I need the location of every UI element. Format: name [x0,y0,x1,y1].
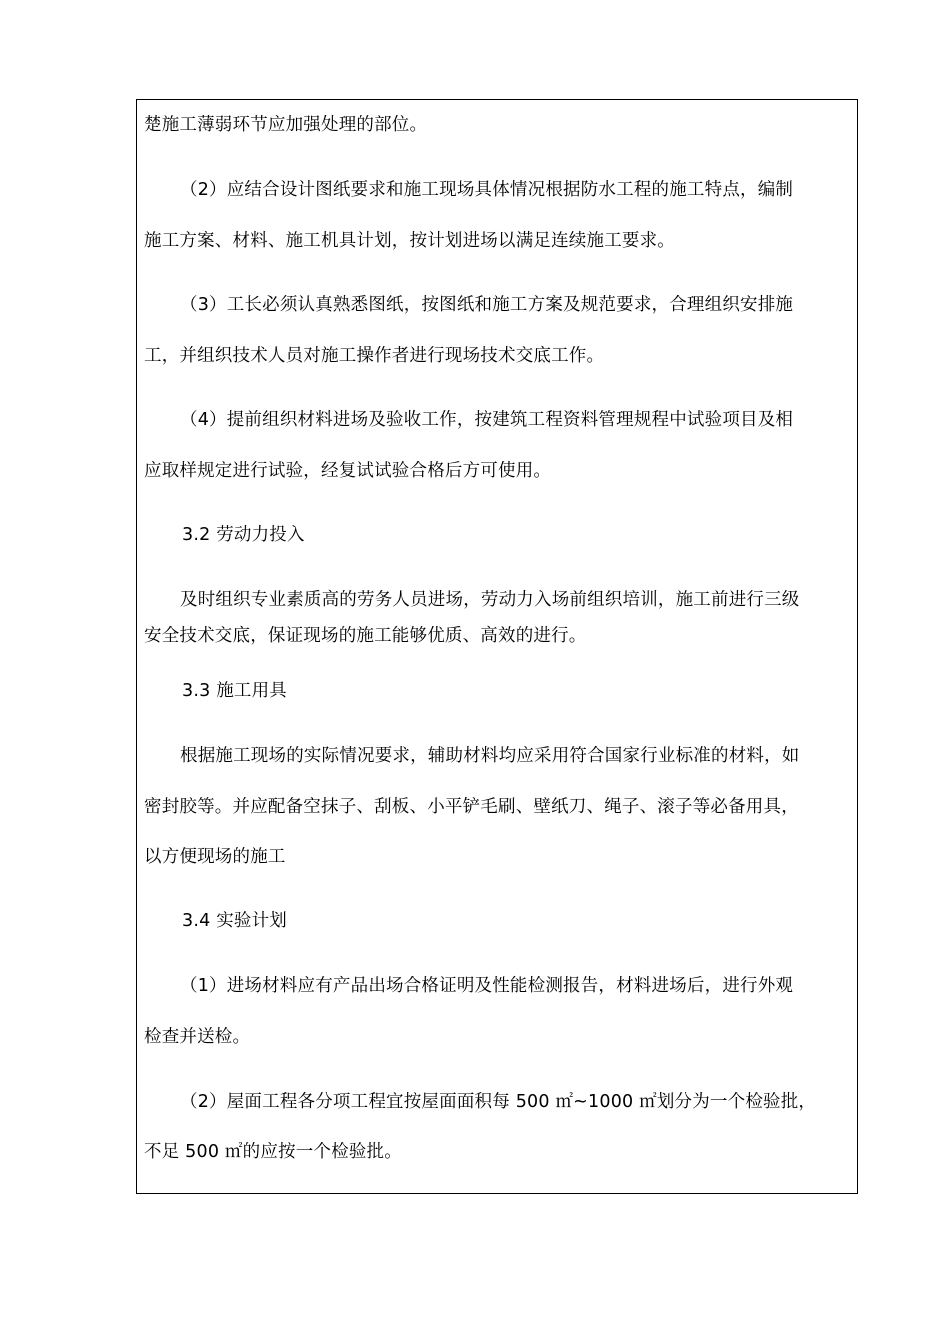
text-line: 以方便现场的施工 [144,847,286,867]
text-line: （1）进场材料应有产品出场合格证明及性能检测报告，材料进场后，进行外观 [180,976,794,996]
text-line: 密封胶等。并应配备空抹子、刮板、小平铲毛刷、壁纸刀、绳子、滚子等必备用具， [144,797,799,817]
text-line: 根据施工现场的实际情况要求，辅助材料均应采用符合国家行业标准的材料，如 [180,746,800,766]
text-line: （3）工长必须认真熟悉图纸，按图纸和施工方案及规范要求，合理组织安排施 [180,295,794,315]
text-line: 安全技术交底，保证现场的施工能够优质、高效的进行。 [144,626,587,646]
text-line: 应取样规定进行试验，经复试试验合格后方可使用。 [144,461,552,481]
text-line: （2）屋面工程各分项工程宜按屋面面积每 500 ㎡~1000 ㎡划分为一个检验批， [180,1092,817,1112]
text-line: 检查并送检。 [144,1027,251,1047]
section-heading: 3.3 施工用具 [182,681,287,701]
text-line: （4）提前组织材料进场及验收工作，按建筑工程资料管理规程中试验项目及相 [180,410,794,430]
text-line: 及时组织专业素质高的劳务人员进场，劳动力入场前组织培训，施工前进行三级 [180,590,800,610]
section-heading: 3.2 劳动力投入 [182,525,305,545]
text-line: 楚施工薄弱环节应加强处理的部位。 [144,115,428,135]
text-line: 不足 500 ㎡的应按一个检验批。 [144,1142,402,1162]
text-line: 施工方案、材料、施工机具计划，按计划进场以满足连续施工要求。 [144,231,675,251]
text-line: 工，并组织技术人员对施工操作者进行现场技术交底工作。 [144,346,605,366]
section-heading: 3.4 实验计划 [182,911,287,931]
text-line: （2）应结合设计图纸要求和施工现场具体情况根据防水工程的施工特点，编制 [180,180,794,200]
